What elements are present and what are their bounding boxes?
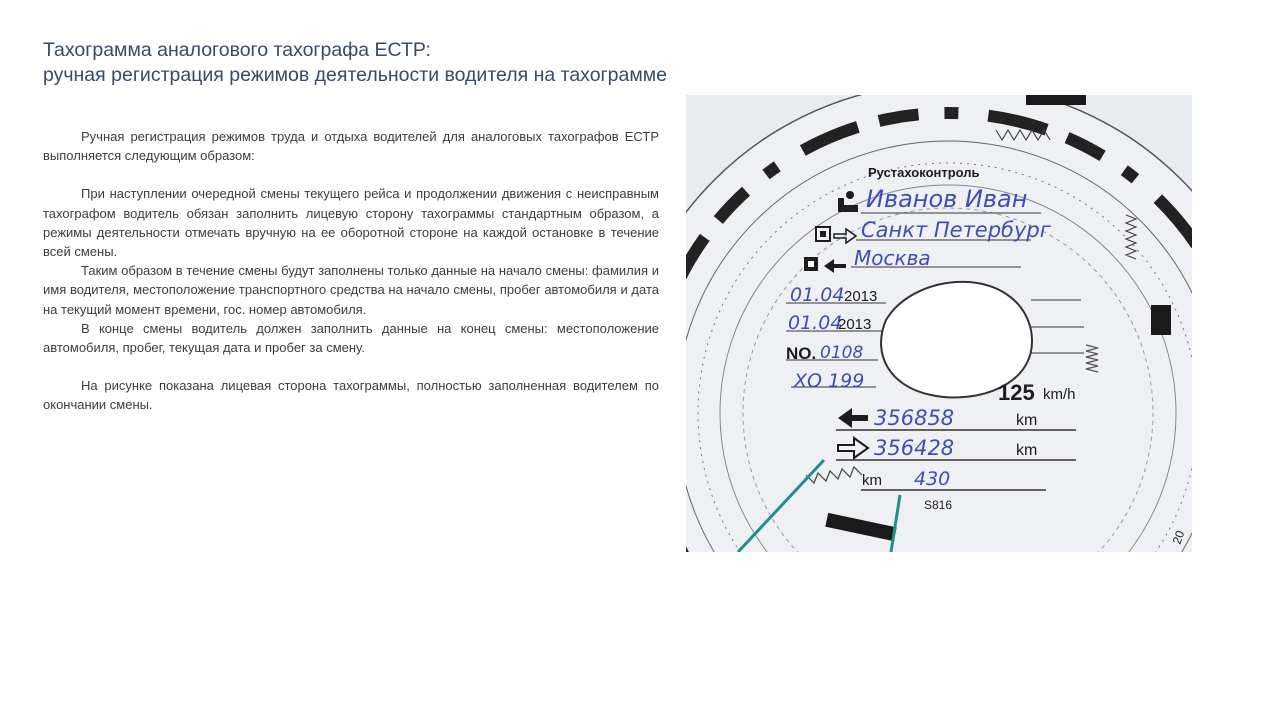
slide-title-line-2: ручная регистрация режимов деятельности водителя на тахограмме [43, 64, 668, 86]
chart-model: S816 [924, 498, 953, 512]
chart-brand: Рустахоконтроль [868, 165, 980, 180]
odometer-start: 356428 [874, 436, 955, 460]
distance-value: 430 [914, 468, 951, 490]
odometer-start-unit: km [1016, 442, 1038, 459]
paragraph-start-of-shift: Таким образом в течение смены будут заполнены только данные на начало смены: фамилия и имя водителя, местоположение транспортного средства на начало смены, пробег автомобиля и дата на текущий момент времени, гос. номер автомобиля. [43, 263, 659, 317]
date-start-day: 01.04 [790, 284, 845, 306]
speed-max: 125 [998, 380, 1035, 405]
speed-unit: km/h [1043, 386, 1076, 403]
date-end-year: 2013 [838, 316, 872, 333]
paragraph-faulty-tachograph: При наступлении очередной смены текущего рейса и продолжении движения с неисправным тахографом водитель обязан заполнить лицевую сторону тахограммы стандартным образом, а режимы деятельности отмечать вручную на ее оборотной стороне на каждой остановке в течение всей смены. [43, 186, 659, 260]
number-value: 0108 [820, 343, 864, 363]
end-place: Москва [854, 246, 931, 270]
distance-label: km [862, 472, 882, 489]
paragraph-end-of-shift: В конце смены водитель должен заполнить данные на конец смены: местоположение автомобиля, пробег, текущая дата и пробег за смену. [43, 320, 659, 356]
paragraph-intro: Ручная регистрация режимов труда и отдыха водителей для аналоговых тахографов ЕСТР выполняется следующим образом: [43, 129, 659, 164]
paragraph-figure-caption: На рисунке показана лицевая сторона тахограммы, полностью заполненная водителем по окончании смены. [43, 378, 659, 413]
date-end-day: 01.04 [788, 312, 843, 334]
vehicle-plate: ХО 199 [794, 370, 865, 392]
body-text [43, 127, 659, 415]
dial-tick-20: 20 [1169, 528, 1188, 547]
date-start-year: 2013 [844, 288, 878, 305]
slide-title [43, 38, 1043, 88]
start-place: Санкт Петербург [861, 218, 1051, 242]
number-label: NO. [786, 344, 817, 363]
odometer-end-unit: km [1016, 412, 1038, 429]
odometer-end: 356858 [874, 406, 955, 430]
slide-title-line-1: Тахограмма аналогового тахографа ЕСТР: [43, 39, 431, 61]
driver-name: Иванов Иван [866, 185, 1028, 213]
tachograph-chart-photo [686, 95, 1192, 552]
